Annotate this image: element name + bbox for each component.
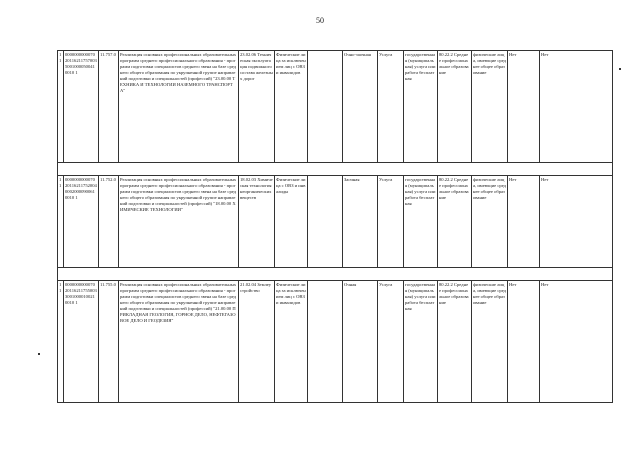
scan-speck [619,68,621,70]
row-gap [58,268,613,281]
empty-cell [308,176,343,268]
empty-cell [308,281,343,403]
flag-cell: Нет [540,176,613,268]
consumer-description: физические лица, имеющие среднее общее образование [472,176,508,268]
specialty: 21.02.04 Землеустройство [239,281,275,403]
flag-cell: Нет [508,51,540,163]
payment-basis: государственная (муниципальная) услуга или работа бесплатная [404,176,438,268]
page-number: 50 [316,16,324,25]
registry-code: 00000000000702011621175500330010000100210010 1 [64,281,99,403]
okved-code: 11.755.0 [99,281,119,403]
consumer-category: Физические лица с ОВЗ и инвалиды [275,176,308,268]
table-row [58,281,613,403]
registry-code: 00000000000702011621175700350010000500410010 1 [64,51,99,163]
flag-cell: Нет [540,51,613,163]
consumer-category: Физические лица за исключением лиц с ОВЗ и инвалидов [275,51,308,163]
flag-cell: Нет [508,176,540,268]
okpd-code: 80.22.2 Среднее профессиональное образование [438,51,472,163]
consumer-description: физические лица, имеющие среднее общее образование [472,281,508,403]
scan-speck [38,353,40,355]
service-type: Услуга [378,176,404,268]
registry-table [57,50,613,403]
flag-cell: Нет [540,281,613,403]
service-name: Реализация основных профессиональных образовательных программ среднего профессионального образования - программ подготовки специалистов среднего звена на базе среднего общего образования по укрупненной группе направлений подготовки и специальностей (профессий) "23.00.00 ТЕХНИКА И ТЕХНОЛОГИИ НАЗЕМНОГО ТРАНСПОРТА" [119,51,239,163]
payment-basis: государственная (муниципальная) услуга или работа бесплатная [404,281,438,403]
empty-cell [308,51,343,163]
row-gap [58,163,613,176]
row-number: 11 [58,51,64,163]
flag-cell: Нет [508,281,540,403]
service-type: Услуга [378,281,404,403]
registry-code: 00000000000702011621175200400020000900610010 1 [64,176,99,268]
consumer-category: Физические лица за исключением лиц с ОВЗ и инвалидов [275,281,308,403]
service-name: Реализация основных профессиональных образовательных программ среднего профессионального образования - программ подготовки специалистов среднего звена на базе среднего общего образования по укрупненной группе направлений подготовки и специальностей (профессий) "21.00.00 ПРИКЛАДНАЯ ГЕОЛОГИЯ, ГОРНОЕ ДЕЛО, НЕФТЕГАЗОВОЕ ДЕЛО И ГЕОДЕЗИЯ" [119,281,239,403]
okpd-code: 80.22.2 Среднее профессиональное образование [438,281,472,403]
study-form: Заочная [343,176,378,268]
row-number: 11 [58,176,64,268]
study-form: Очная [343,281,378,403]
study-form: Очно-заочная [343,51,378,163]
okpd-code: 80.22.2 Среднее профессиональное образование [438,176,472,268]
table-row [58,176,613,268]
payment-basis: государственная (муниципальная) услуга или работа бесплатная [404,51,438,163]
okved-code: 11.757.0 [99,51,119,163]
consumer-description: физические лица, имеющие среднее общее образование [472,51,508,163]
row-number: 11 [58,281,64,403]
table-row [58,51,613,163]
specialty: 18.02.03 Химическая технология неорганических веществ [239,176,275,268]
service-type: Услуга [378,51,404,163]
service-name: Реализация основных профессиональных образовательных программ среднего профессионального образования - программ подготовки специалистов среднего звена на базе среднего общего образования по укрупненной группе направлений подготовки и специальностей (профессий) "18.00.00 ХИМИЧЕСКИЕ ТЕХНОЛОГИИ" [119,176,239,268]
okved-code: 11.752.0 [99,176,119,268]
specialty: 23.02.06 Техническая эксплуатация подвижного состава железных дорог [239,51,275,163]
